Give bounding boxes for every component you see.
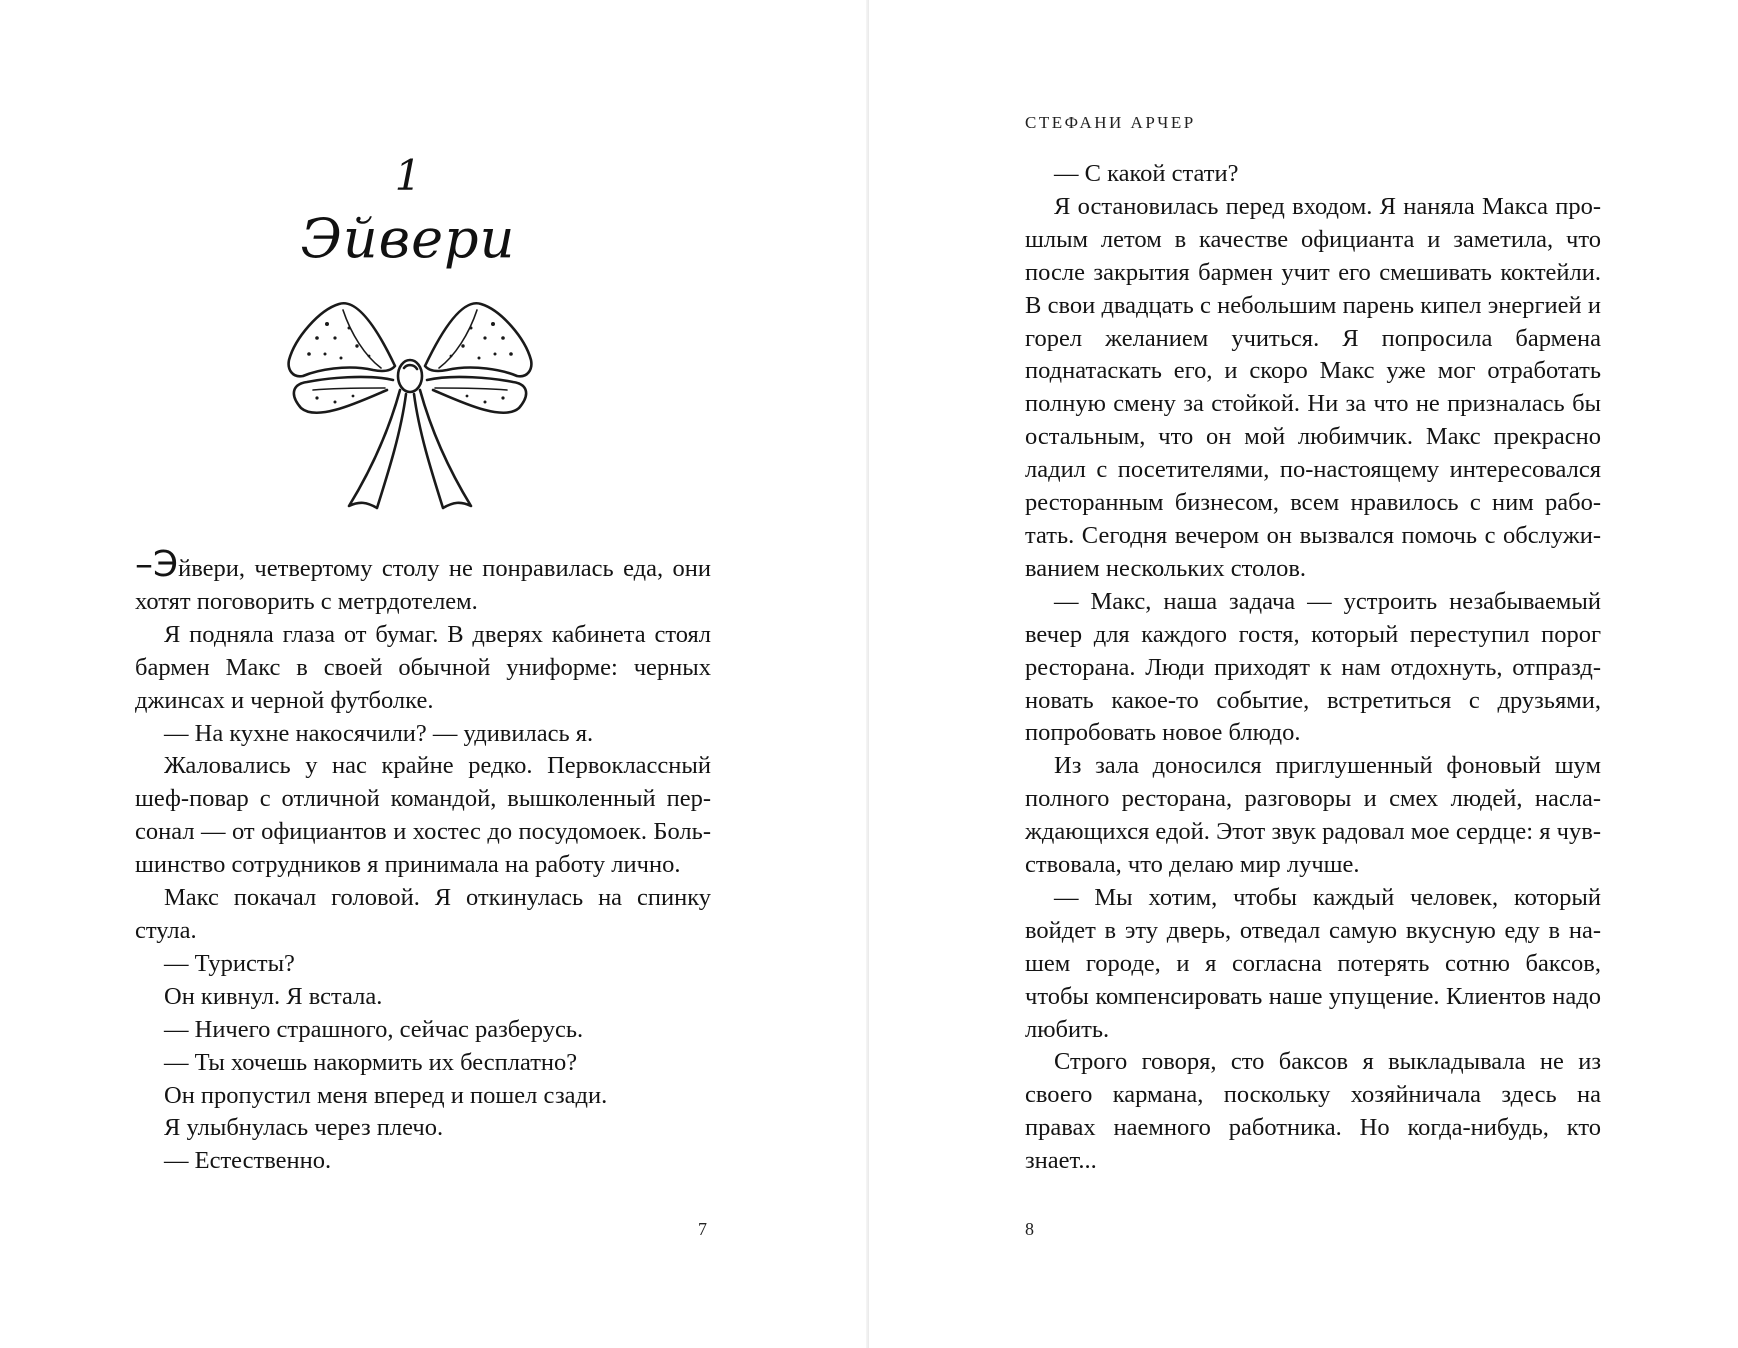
paragraph: Из зала доносился приглушенный фоновый шум полного ресторана, разговоры и смех людей, наслаждающихся едой. Этот звук радовал мое сердце: я чувствовала, что делаю мир лучше. [1025,752,1601,879]
drop-cap: –Э [135,544,179,585]
paragraph: — Ничего страшного, сейчас разберусь. [164,1015,584,1043]
paragraph: — С какой стати? [1054,160,1239,187]
paragraph: Я подняла глаза от бумаг. В дверях кабинета стоял бармен Макс в своей обычной униформе: черных джинсах и черной футболке. [135,620,711,714]
paragraph: Он пропустил меня вперед и пошел сзади. [164,1081,608,1109]
paragraph: Жаловались у нас крайне редко. Первоклассный шеф-повар с отличной командой, вышколенный персонал — от официантов и хостес до посудомоек. Большинство сотрудников я принимала на работу лично. [135,752,711,879]
paragraph: Макс покачал головой. Я откинулась на спинку стула. [135,884,711,944]
paragraph: — Мы хотим, чтобы каждый человек, который войдет в эту дверь, отведал самую вкусную еду в нашем городе, и я согласна потерять сотню баксов, чтобы компенсировать наше упущение. Клиентов надо любить. [1025,883,1601,1043]
paragraph: — Макс, наша задача — устроить незабываемый вечер для каждого гостя, который переступил порог ресторана. Люди приходят к нам отдохнуть, отпраздновать какое-то событие, встретиться с друзьями, попробовать новое блюдо. [1025,587,1601,747]
paragraph: Я остановилась перед входом. Я наняла Макса прошлым летом в качестве официанта и заметила, что после закрытия бармен учит его смешивать коктейли. В свои двадцать с небольшим парень кипел энергией и горел желанием учиться. Я попросила бармена поднатаскать его, и скоро Макс уже мог отработать полную смену за стойкой. Ни за что не призналась бы остальным, что он мой любимчик. Макс прекрасно ладил с посетителями, по-настоящему интересовался ресторанным бизнесом, всем нравилось с ним работать. Сегодня вечером он вызвался помочь с обслуживанием нескольких столов. [1025,192,1601,582]
right-body-text [1025,158,1601,1178]
paragraph: Он кивнул. Я встала. [164,982,383,1010]
opening-paragraph-text: йвери, четвертому столу не понравилась еда, они хотят поговорить с метрдотелем. [135,555,711,615]
running-head: СТЕФАНИ АРЧЕР [1025,113,1196,132]
paragraph: — На кухне накосячили? — удивилась я. [164,719,594,747]
page-number-left: 7 [698,1219,707,1239]
paragraph: Строго говоря, сто баксов я выкладывала не из своего кармана, поскольку хозяйничала здесь на правах наемного работника. Но когда-нибудь, кто знает... [1025,1048,1601,1175]
left-body-text [135,544,711,1178]
right-page [869,0,1738,1348]
bow-ornament-icon [287,298,533,520]
paragraph: — Ты хочешь накормить их бесплатно? [164,1048,578,1076]
paragraph: Я улыбнулась через плечо. [164,1114,444,1142]
page-number-right: 8 [1025,1219,1034,1239]
opening-paragraph [135,544,711,619]
paragraph: — Естественно. [164,1147,332,1175]
chapter-title: Эйвери [300,207,516,270]
chapter-number: 1 [394,151,422,200]
paragraph: — Туристы? [164,949,295,977]
